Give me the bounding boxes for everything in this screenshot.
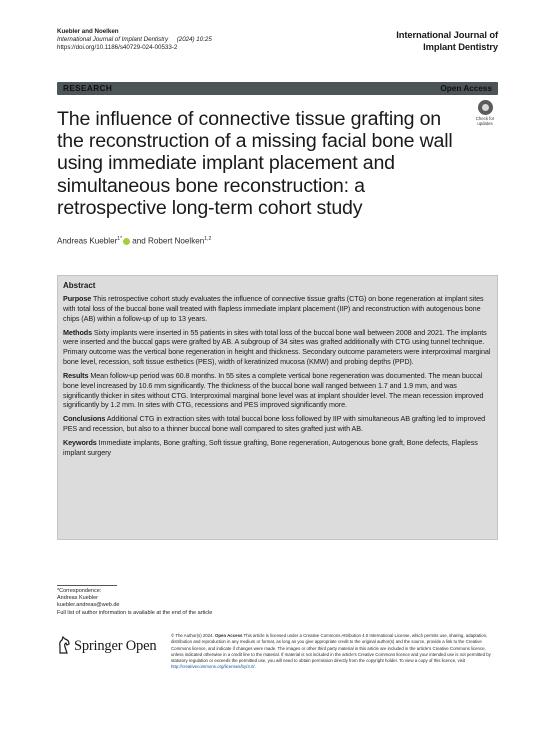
license-notice [171, 633, 498, 671]
header-doi[interactable]: https://doi.org/10.1186/s40729-024-00533-2 [57, 44, 178, 51]
author-1[interactable]: Andreas Kuebler [57, 236, 118, 246]
updates-line1: Check for [475, 116, 495, 121]
conclusions-text: Additional CTG in extraction sites with total buccal bone loss followed by IIP with simultaneous AB grafting led to improved PES and recession, but also to a thinner buccal bone wall compared to sites grafted just with AB. [63, 414, 486, 434]
article-type: RESEARCH [63, 84, 113, 93]
abstract-conclusions [63, 414, 491, 434]
header-journal: International Journal of Implant Dentistry [57, 36, 169, 43]
keywords-label: Keywords [63, 438, 97, 448]
journal-name [396, 29, 498, 53]
abstract-box [57, 275, 498, 540]
author-2-sup: 1,2 [204, 236, 212, 242]
abstract-results [63, 371, 491, 410]
methods-label: Methods [63, 327, 92, 337]
footnote-divider [57, 585, 117, 586]
conclusions-label: Conclusions [63, 414, 106, 424]
header-year-page: (2024) 10:25 [176, 36, 212, 43]
purpose-label: Purpose [63, 294, 92, 303]
license-text: This article is licensed under a Creative Commons Attribution 4.0 International License, which permits use, sharing, adaptation, distribution and reproduction in any medium or format, as long as you give appropriate credit to the original author(s) and the source, provide a link to the Creative Commons licence, and indicate if changes were made. The images or other third party material in this article are included in the article's Creative Commons licence, unless indicated otherwise in a credit line to the material. If material is not included in the article's Creative Commons licence and your intended use is not permitted by statutory regulation or exceeds the permitted use, you will need to obtain permission directly from the copyright holder. To view a copy of this licence, visit [171, 633, 491, 664]
author-info-note: Full list of author information is available at the end of the article [57, 609, 213, 616]
running-header [57, 28, 212, 52]
article-type-bar [57, 82, 498, 95]
header-authors: Kuebler and Noelken [57, 28, 119, 35]
publisher-name: Springer Open [74, 638, 157, 654]
correspondence-label: *Correspondence: [57, 588, 102, 594]
header-citation [57, 36, 212, 44]
springer-horse-logo [57, 636, 71, 654]
license-url[interactable]: http://creativecommons.org/licenses/by/4.0/ [171, 664, 255, 670]
orcid-icon[interactable] [123, 238, 130, 245]
keywords-text: Immediate implants, Bone grafting, Soft tissue grafting, Bone regeneration, Autogenous bone graft, Bone defects, Flapless implant surgery [63, 438, 478, 457]
abstract-methods [63, 328, 491, 367]
abstract-purpose [63, 294, 491, 323]
abstract-heading: Abstract [63, 281, 96, 290]
license-suffix: . [254, 664, 256, 670]
abstract-keywords [63, 438, 491, 458]
license-open-access: Open Access [214, 633, 243, 638]
updates-label [472, 116, 498, 126]
correspondence [57, 588, 267, 617]
results-label: Results [63, 370, 89, 380]
journal-name-line2: Implant Dentistry [423, 41, 498, 52]
open-access-label: Open Access [440, 84, 492, 93]
results-text: Mean follow-up period was 60.8 months. In 55 sites a complete vertical bone regeneration was documented. The mean buccal bone level increased by 10.6 mm significantly. The thickness of the buccal bone wall ranged between 1.7 and 1.9 mm, and was significantly thicker in sites without CTG. Interproximal marginal bone level was at implant shoulder level. The mean recession improved significantly by 1.2 mm. In sites with CTG, recessions and PES improved significantly more. [63, 370, 484, 410]
check-for-updates-icon [478, 100, 493, 115]
author-1-sup: 1* [117, 236, 123, 242]
correspondence-email[interactable]: kuebler.andreas@web.de [57, 602, 120, 609]
author-line [57, 236, 211, 246]
author-connector: and Robert Noelken [130, 236, 205, 246]
purpose-text: This retrospective cohort study evaluates the influence of connective tissue grafts (CTG) on bone regeneration at implant sites with total loss of the buccal bone wall treated with flapless immediate implant placement (IIP) and reconstruction with autogenous bone chips (AB) within a follow-up of up to 13 years. [63, 294, 484, 323]
check-for-updates-badge[interactable] [472, 100, 498, 128]
article-title: The influence of connective tissue grafting on the reconstruction of a missing facial bone wall using immediate implant placement and simultaneous bone reconstruction: a retrospective long-term cohort study [57, 108, 453, 219]
abstract-body [63, 294, 491, 462]
updates-line2: updates [477, 121, 493, 126]
correspondence-name: Andreas Kuebler [57, 595, 98, 602]
journal-name-line1: International Journal of [396, 29, 498, 40]
methods-text: Sixty implants were inserted in 55 patients in sites with total loss of the buccal bone wall between 2008 and 2021. The implants were inserted and the buccal gaps were grafted by AB. A subgroup of 34 sites was grafted additionally with CTG using tunnel technique. Primary outcome was the vertical bone regeneration in height and thickness. Secondary outcome parameters were interproximal marginal bone level, recession, soft tissue esthetics (PES), width of keratinized mucosa (KMW) and probing depths (PPD). [63, 327, 491, 366]
license-prefix: © The Author(s) 2024. [171, 633, 215, 638]
